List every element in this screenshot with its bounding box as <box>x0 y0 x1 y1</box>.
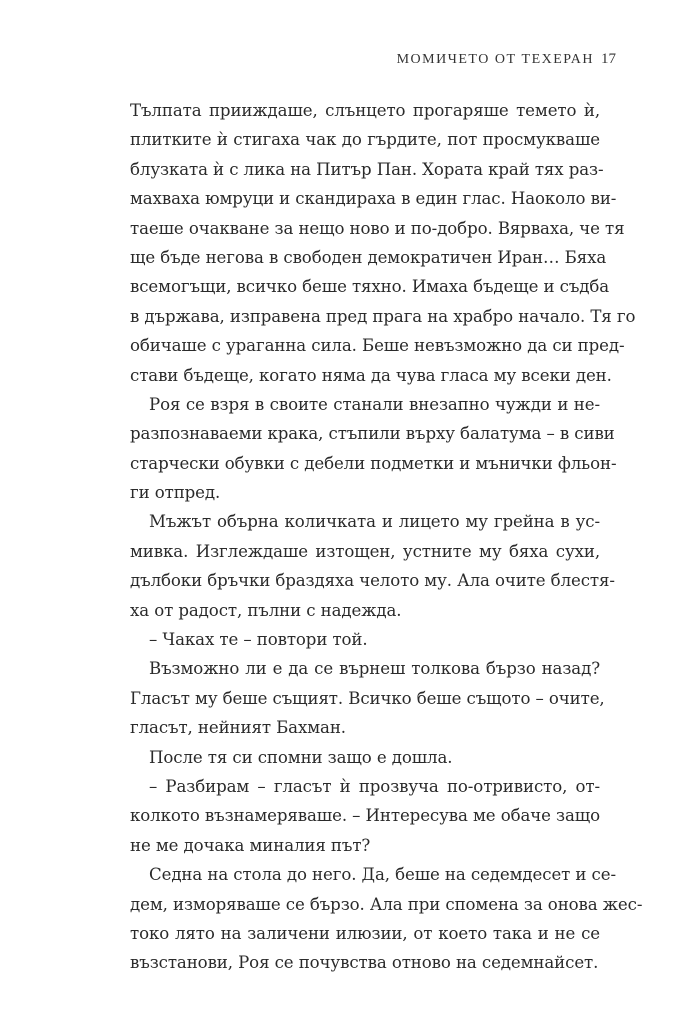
body-text <box>130 96 643 978</box>
text-line: ще бъде негова в свободен демократичен Иран… Бяха <box>130 247 607 267</box>
text-line: После тя си спомни защо е дошла. <box>149 747 453 767</box>
text-line: в държава, изправена пред прага на храбро начало. Тя го <box>130 306 636 326</box>
text-line: – Чаках те – повтори той. <box>149 630 368 650</box>
text-line: Седна на стола до него. Да, беше на седемдесет и се- <box>149 865 616 885</box>
text-line: ги отпред. <box>130 483 221 503</box>
text-line: дем, изморяваше се бързо. Ала при спомена за онова жес- <box>130 894 643 914</box>
text-line: стави бъдеще, когато няма да чува гласа му всеки ден. <box>130 365 612 385</box>
page-number: 17 <box>601 51 616 67</box>
text-line: мивка. Изглеждаше изтощен, устните му бяха сухи, <box>130 541 600 561</box>
text-line: плитките ѝ стигаха чак до гърдите, пот просмукваше <box>130 130 600 150</box>
text-line: гласът, нейният Бахман. <box>130 718 346 738</box>
text-line: Гласът му беше същият. Всичко беше същото – очите, <box>130 688 605 708</box>
text-line: колкото възнамеряваше. – Интересува ме обаче защо <box>130 806 600 826</box>
text-line: обичаше с ураганна сила. Беше невъзможно да си пред- <box>130 336 625 356</box>
text-line: старчески обувки с дебели подметки и мънички фльон- <box>130 453 617 473</box>
running-head-title: МОМИЧЕТО ОТ ТЕХЕРАН <box>396 52 594 67</box>
text-line: – Разбирам – гласът ѝ прозвуча по-отривисто, от- <box>149 776 600 796</box>
text-line: Роя се взря в своите станали внезапно чужди и не- <box>149 394 600 414</box>
text-line: блузката ѝ с лика на Питър Пан. Хората край тях раз- <box>130 159 604 179</box>
text-line: Тълпата прииждаше, слънцето прогаряше темето ѝ, <box>130 101 600 120</box>
text-line: дълбоки бръчки браздяха челото му. Ала очите блестя- <box>130 571 615 591</box>
text-line: махваха юмруци и скандираха в един глас. Наоколо ви- <box>130 189 617 209</box>
text-line: токо лято на заличени илюзии, от което така и не се <box>130 923 600 943</box>
text-line: Мъжът обърна количката и лицето му грейна в ус- <box>149 512 600 532</box>
text-line: Възможно ли е да се върнеш толкова бързо назад? <box>149 659 600 679</box>
text-line: разпознаваеми крака, стъпили върху балатума – в сиви <box>130 424 615 444</box>
text-line: възстанови, Роя се почувства отново на седемнайсет. <box>130 953 599 973</box>
text-line: таеше очакване за нещо ново и по-добро. Вярваха, че тя <box>130 218 625 238</box>
text-line: ха от радост, пълни с надежда. <box>130 600 402 620</box>
text-line: не ме дочака миналия път? <box>130 835 371 855</box>
text-line: всемогъщи, всичко беше тяхно. Имаха бъдеще и съдба <box>130 277 610 297</box>
